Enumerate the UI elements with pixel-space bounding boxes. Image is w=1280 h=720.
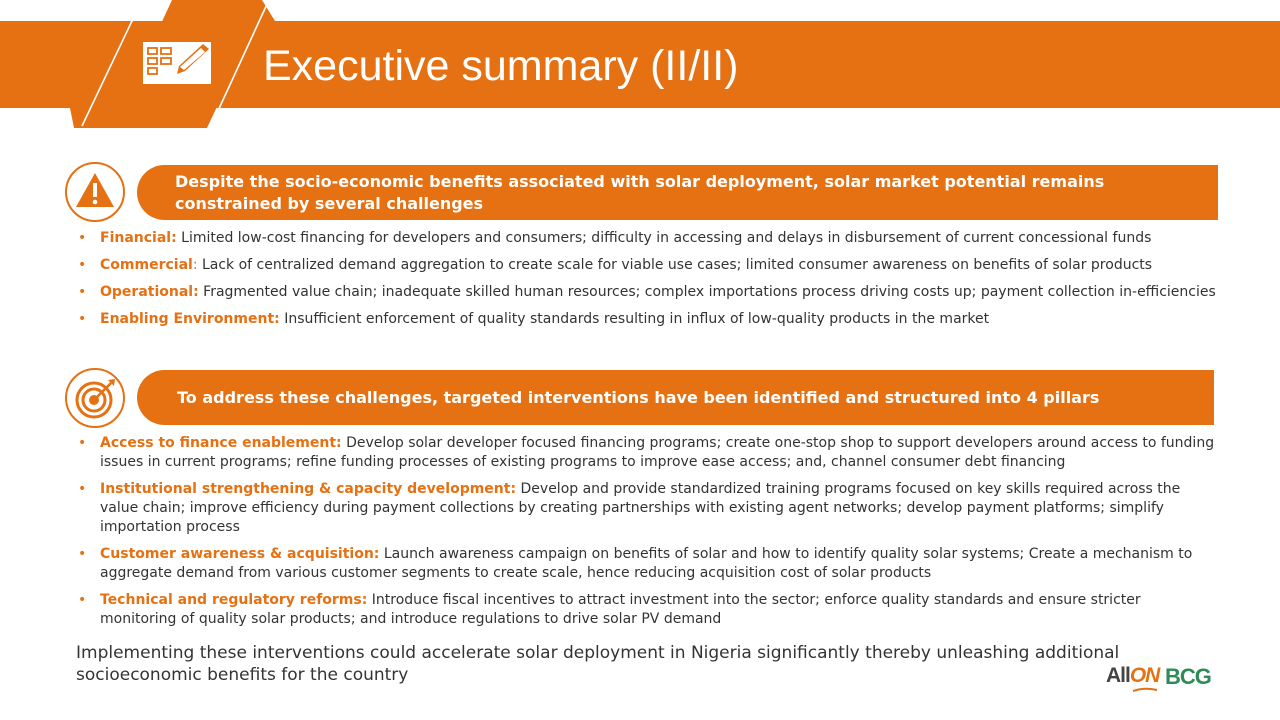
bcg-logo: BCG (1165, 664, 1211, 689)
allon-swoosh-icon (1132, 687, 1158, 693)
challenges-banner (137, 165, 1218, 220)
item-label: Financial: (100, 230, 177, 246)
item-text: Develop and provide standardized training programs focused on key skills required across the value chain; improve efficiency during payment collections by creating partnerships with existing agent networks; develop payment platforms; simplify importation process (100, 481, 1181, 535)
challenges-list (78, 229, 1218, 337)
allon-logo (1106, 664, 1158, 696)
checklist-pencil-icon (141, 40, 215, 86)
item-text: Introduce fiscal incentives to attract investment into the sector; enforce quality standards and ensure stricter monitoring of quality solar products; and introduce regulations to drive solar PV demand (100, 592, 1141, 627)
item-text: Limited low-cost financing for developers and consumers; difficulty in accessing and delays in disbursement of current concessional funds (176, 230, 1152, 246)
allon-logo-on: ON (1129, 664, 1160, 687)
challenges-heading: Despite the socio-economic benefits associated with solar deployment, solar market potential remains constrained by several challenges (175, 171, 1105, 213)
list-item (78, 256, 1218, 275)
item-label: Customer awareness & acquisition: (100, 546, 380, 562)
item-text: Fragmented value chain; inadequate skilled human resources; complex importations process driving costs up; payment collection in-efficiencies (198, 284, 1216, 300)
list-item (78, 591, 1218, 629)
item-text: Develop solar developer focused financing programs; create one-stop shop to support developers around access to funding issues in current programs; refine funding processes of existing programs to improve ease access; and, channel consumer debt financing (100, 435, 1215, 470)
conclusion-text: Implementing these interventions could accelerate solar deployment in Nigeria significantly thereby unleashing additional socioeconomic benefits for the country (76, 643, 1120, 685)
interventions-banner (137, 370, 1214, 425)
target-icon (64, 367, 126, 429)
list-item (78, 545, 1218, 583)
item-separator: : (192, 257, 198, 273)
allon-logo-all: All (1106, 664, 1130, 687)
item-label: Operational: (100, 284, 199, 300)
item-text: Lack of centralized demand aggregation to create scale for viable use cases; limited consumer awareness on benefits of solar products (197, 257, 1153, 273)
list-item (78, 310, 1218, 329)
page-title: Executive summary (II/II) (263, 42, 739, 90)
item-label: Enabling Environment: (100, 311, 280, 327)
warning-icon (64, 161, 126, 223)
item-text: Launch awareness campaign on benefits of solar and how to identify quality solar systems; Create a mechanism to aggregate demand from various customer segments to create scale, hence reducing acquisition cost of solar products (100, 546, 1193, 581)
list-item (78, 283, 1218, 302)
list-item (78, 229, 1218, 248)
item-label: Commercial (100, 257, 193, 273)
item-label: Technical and regulatory reforms: (100, 592, 368, 608)
interventions-list (78, 434, 1218, 637)
item-text: Insufficient enforcement of quality standards resulting in influx of low-quality products in the market (279, 311, 990, 327)
list-item (78, 434, 1218, 472)
item-label: Access to finance enablement: (100, 435, 342, 451)
list-item (78, 480, 1218, 537)
interventions-heading: To address these challenges, targeted interventions have been identified and structured into 4 pillars (177, 387, 1100, 407)
item-label: Institutional strengthening & capacity development: (100, 481, 517, 497)
